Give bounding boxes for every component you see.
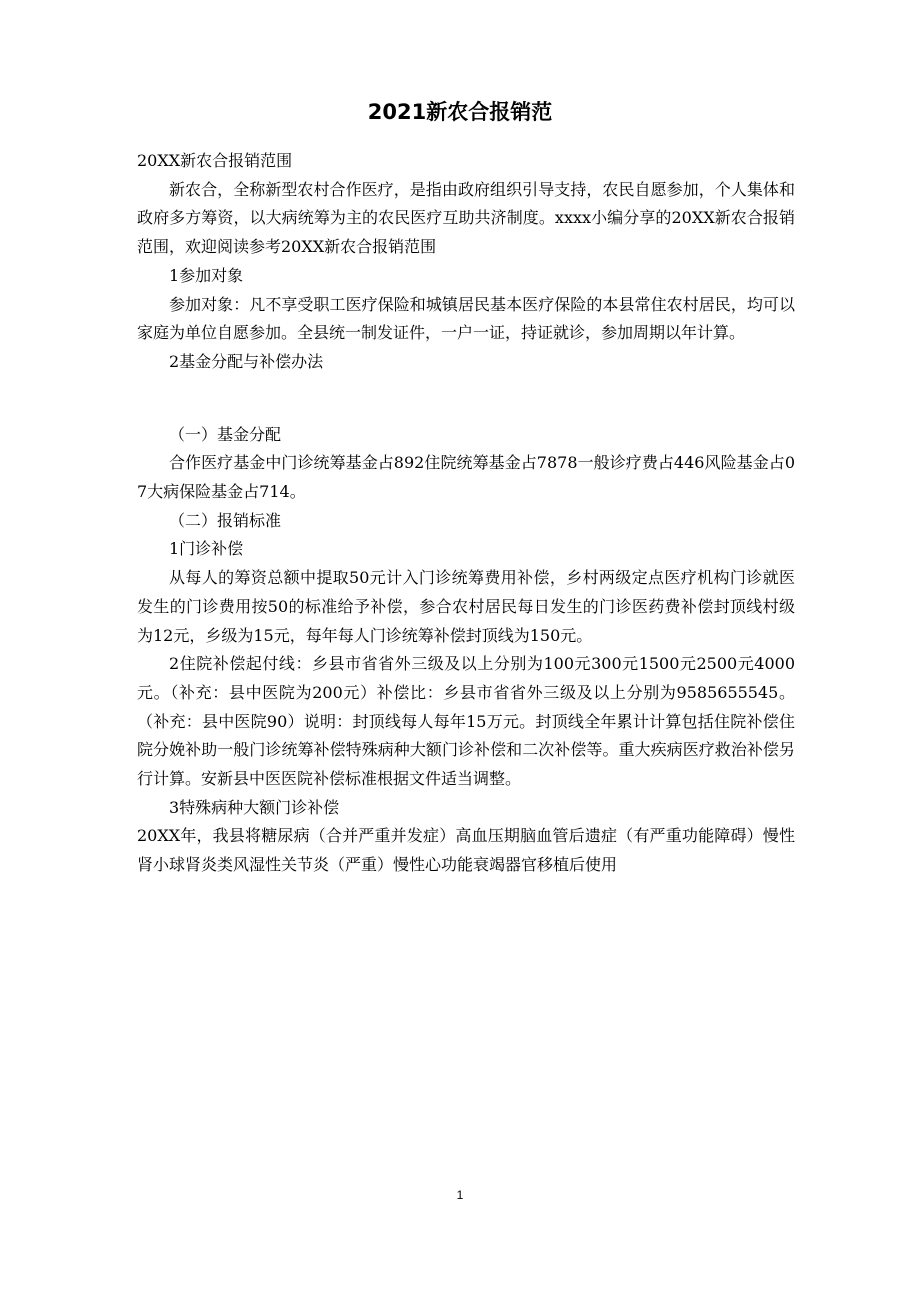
subtitle-paragraph: 20XX新农合报销范围 [137,151,293,170]
section-heading-fund: 2基金分配与补偿办法 [169,351,324,371]
item-heading-outpatient: 1门诊补偿 [169,539,244,559]
special-diseases-paragraph: 20XX年，我县将糖尿病（合并严重并发症）高血压期脑血管后遗症（有严重功能障碍）慢性肾小球肾炎类风湿性关节炎（严重）慢性心功能衰竭器官移植后使用 [137,826,795,875]
outpatient-paragraph: 从每人的筹资总额中提取50元计入门诊统筹费用补偿，乡村两级定点医疗机构门诊就医发生的门诊费用按50的标准给予补偿，参合农村居民每日发生的门诊医药费补偿封顶线村级为12元，乡级为15元，每年每人门诊统筹补偿封顶线为150元。 [137,568,795,645]
item-heading-special-diseases: 3特殊病种大额门诊补偿 [169,797,340,817]
subsection-heading-fund-distribution: （一）基金分配 [169,424,282,444]
section-heading-participants: 1参加对象 [169,265,244,285]
document-title: 2021新农合报销范 [367,100,553,124]
fund-distribution-paragraph: 合作医疗基金中门诊统筹基金占892住院统筹基金占7878一般诊疗费占446风险基金占07大病保险基金占714。 [137,453,795,502]
subsection-heading-reimbursement: （二）报销标准 [169,510,282,530]
page-number: 1 [456,1188,464,1202]
participants-paragraph: 参加对象：凡不享受职工医疗保险和城镇居民基本医疗保险的本县常住农村居民，均可以家庭为单位自愿参加。全县统一制发证件，一户一证，持证就诊，参加周期以年计算。 [137,294,795,343]
inpatient-paragraph: 2住院补偿起付线：乡县市省省外三级及以上分别为100元300元1500元2500元4000元。（补充：县中医院为200元）补偿比：乡县市省省外三级及以上分别为9585655545。（补充：县中医院90）说明：封顶线每人每年15万元。封顶线全年累计计算包括住院补偿住院分娩补助一般门诊统筹补偿特殊病种大额门诊补偿和二次补偿等。重大疾病医疗救治补偿另行计算。安新县中医医院补偿标准根据文件适当调整。 [137,654,795,789]
document-body [137,147,795,880]
intro-paragraph: 新农合，全称新型农村合作医疗，是指由政府组织引导支持，农民自愿参加，个人集体和政府多方筹资，以大病统筹为主的农民医疗互助共济制度。xxxx小编分享的20XX新农合报销范围，欢迎阅读参考20XX新农合报销范围 [137,179,795,257]
